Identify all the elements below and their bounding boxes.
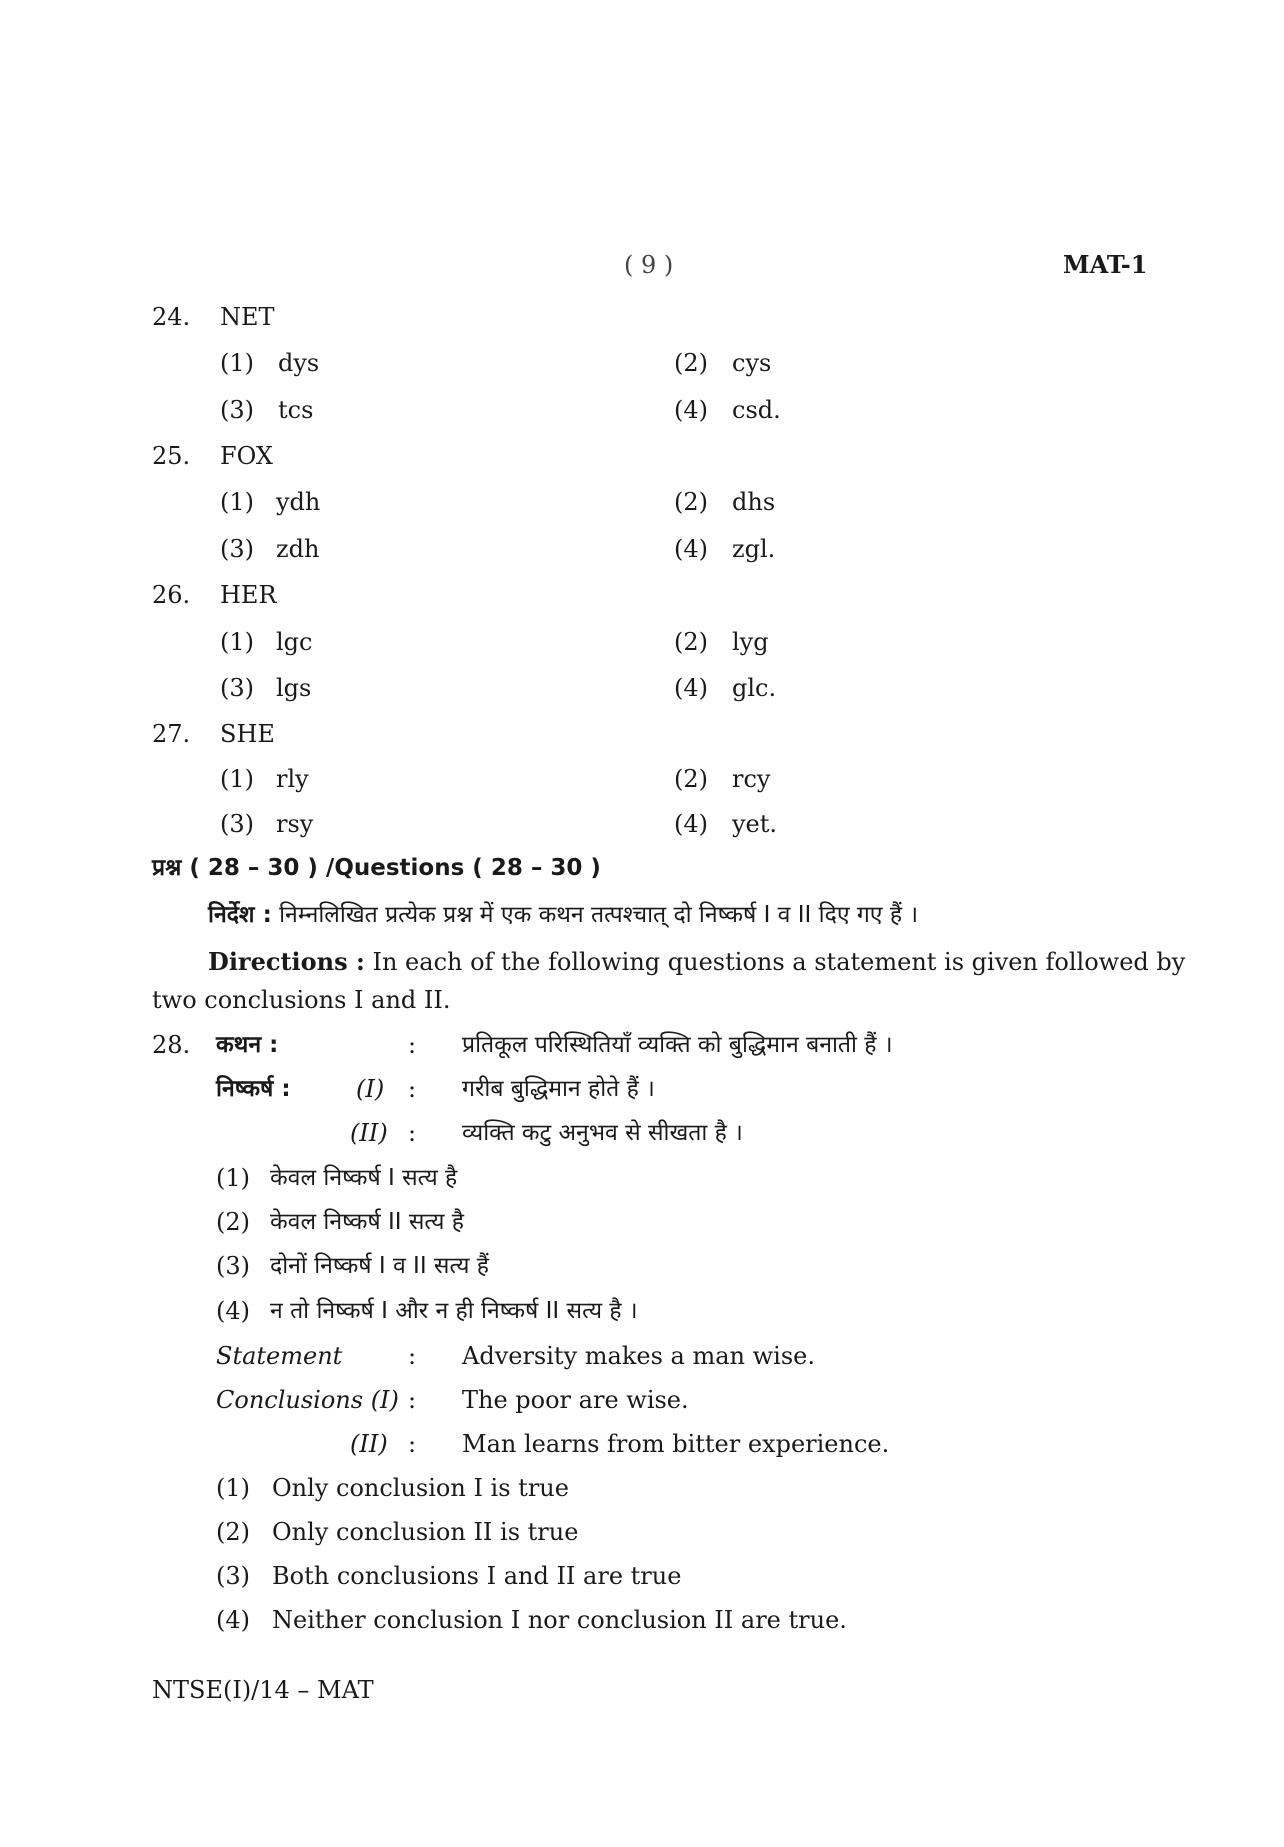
colon: : bbox=[408, 1075, 417, 1103]
option-text: lgs bbox=[276, 674, 312, 702]
conclusion-1-text: गरीब बुद्धिमान होते हैं । bbox=[462, 1076, 655, 1102]
question-word: SHE bbox=[220, 720, 275, 748]
option-number: (1) bbox=[220, 765, 254, 793]
option-text: tcs bbox=[278, 396, 314, 424]
option-text: csd. bbox=[732, 396, 781, 424]
colon: : bbox=[408, 1342, 417, 1370]
footer-code: NTSE(I)/14 – MAT bbox=[152, 1676, 374, 1704]
directions-hindi-label: निर्देश : bbox=[208, 902, 272, 928]
option-text: दोनों निष्कर्ष I व II सत्य हैं bbox=[270, 1253, 490, 1279]
conclusion-2-label: (II) bbox=[350, 1430, 388, 1458]
option-text: dys bbox=[278, 349, 320, 377]
directions-english-text: In each of the following questions a statement is given followed by bbox=[372, 948, 1186, 976]
option-text: Only conclusion II is true bbox=[272, 1518, 579, 1546]
option-number: (4) bbox=[674, 810, 708, 838]
option-number: (2) bbox=[216, 1518, 250, 1546]
conclusions-label: Conclusions (I) bbox=[216, 1386, 399, 1414]
option-number: (2) bbox=[216, 1208, 250, 1236]
option-text: glc. bbox=[732, 674, 777, 702]
option-number: (3) bbox=[220, 535, 254, 563]
option-text: lgc bbox=[276, 628, 313, 656]
option-number: (2) bbox=[674, 349, 708, 377]
colon: : bbox=[408, 1119, 417, 1147]
question-number: 24. bbox=[152, 303, 191, 331]
option-text: केवल निष्कर्ष II सत्य है bbox=[270, 1209, 464, 1235]
option-text: rcy bbox=[732, 765, 771, 793]
option-number: (1) bbox=[216, 1164, 250, 1192]
conclusion-2-text: व्यक्ति कटु अनुभव से सीखता है । bbox=[462, 1120, 743, 1146]
option-text: Neither conclusion I nor conclusion II are true. bbox=[272, 1606, 847, 1634]
conclusion-2-text: Man learns from bitter experience. bbox=[462, 1430, 890, 1458]
conclusion-1-label: (I) bbox=[356, 1075, 385, 1103]
page-number: ( 9 ) bbox=[624, 251, 674, 279]
question-word: HER bbox=[220, 581, 277, 609]
question-number: 26. bbox=[152, 581, 191, 609]
option-number: (4) bbox=[674, 535, 708, 563]
option-number: (4) bbox=[216, 1297, 250, 1325]
conclusion-1-text: The poor are wise. bbox=[462, 1386, 689, 1414]
colon: : bbox=[408, 1430, 417, 1458]
option-text: dhs bbox=[732, 488, 776, 516]
option-number: (1) bbox=[220, 349, 254, 377]
statement-label: Statement bbox=[216, 1342, 343, 1370]
question-number: 28. bbox=[152, 1031, 191, 1059]
option-text: न तो निष्कर्ष I और न ही निष्कर्ष II सत्य है । bbox=[270, 1298, 638, 1324]
directions-hindi bbox=[208, 900, 918, 930]
option-text: केवल निष्कर्ष I सत्य है bbox=[270, 1165, 458, 1191]
option-number: (4) bbox=[674, 396, 708, 424]
section-heading: प्रश्न ( 28 – 30 ) /Questions ( 28 – 30 ) bbox=[152, 855, 601, 881]
directions-english bbox=[208, 947, 1185, 977]
option-text: rsy bbox=[276, 810, 314, 838]
statement-text: प्रतिकूल परिस्थितियाँ व्यक्ति को बुद्धिमान बनाती हैं । bbox=[462, 1032, 893, 1058]
option-text: cys bbox=[732, 349, 772, 377]
option-text: ydh bbox=[276, 488, 321, 516]
option-text: Only conclusion I is true bbox=[272, 1474, 569, 1502]
option-number: (1) bbox=[220, 628, 254, 656]
statement-text: Adversity makes a man wise. bbox=[462, 1342, 815, 1370]
option-number: (3) bbox=[220, 396, 254, 424]
option-number: (4) bbox=[216, 1606, 250, 1634]
option-number: (4) bbox=[674, 674, 708, 702]
question-number: 27. bbox=[152, 720, 191, 748]
option-text: zdh bbox=[276, 535, 320, 563]
conclusions-label: निष्कर्ष : bbox=[216, 1076, 291, 1102]
option-number: (2) bbox=[674, 628, 708, 656]
option-text: Both conclusions I and II are true bbox=[272, 1562, 682, 1590]
option-number: (3) bbox=[220, 810, 254, 838]
option-number: (1) bbox=[220, 488, 254, 516]
option-number: (1) bbox=[216, 1474, 250, 1502]
paper-code: MAT-1 bbox=[1063, 250, 1148, 279]
question-word: NET bbox=[220, 303, 275, 331]
option-number: (3) bbox=[216, 1562, 250, 1590]
option-text: yet. bbox=[732, 810, 778, 838]
statement-label: कथन : bbox=[216, 1032, 279, 1058]
conclusion-2-label: (II) bbox=[350, 1119, 388, 1147]
directions-hindi-text: निम्नलिखित प्रत्येक प्रश्न में एक कथन तत्पश्चात् दो निष्कर्ष I व II दिए गए हैं । bbox=[279, 902, 919, 928]
option-number: (2) bbox=[674, 488, 708, 516]
directions-english-label: Directions : bbox=[208, 947, 365, 976]
option-number: (3) bbox=[216, 1252, 250, 1280]
option-text: zgl. bbox=[732, 535, 776, 563]
colon: : bbox=[408, 1031, 417, 1059]
option-text: rly bbox=[276, 765, 309, 793]
option-text: lyg bbox=[732, 628, 769, 656]
colon: : bbox=[408, 1386, 417, 1414]
option-number: (2) bbox=[674, 765, 708, 793]
directions-english-continued: two conclusions I and II. bbox=[152, 986, 451, 1014]
question-number: 25. bbox=[152, 442, 191, 470]
question-word: FOX bbox=[220, 442, 273, 470]
option-number: (3) bbox=[220, 674, 254, 702]
